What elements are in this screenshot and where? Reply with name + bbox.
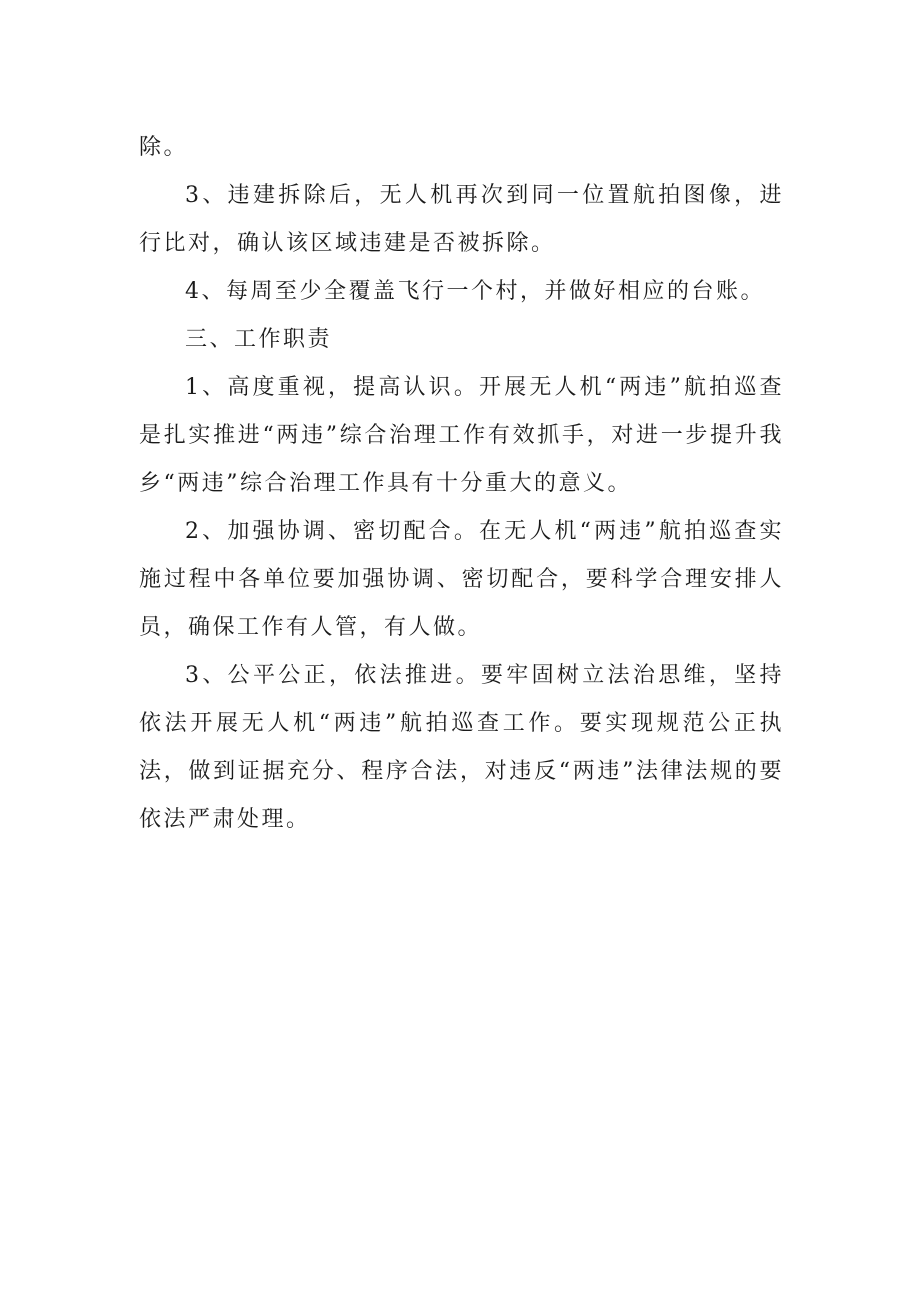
paragraph-item-3-comparison: 3、违建拆除后，无人机再次到同一位置航拍图像，进行比对，确认该区域违建是否被拆除。 — [139, 183, 784, 256]
section-heading-responsibilities: 三、工作职责 — [185, 327, 333, 352]
document-body — [139, 124, 784, 844]
paragraph-responsibility-3: 3、公平公正，依法推进。要牢固树立法治思维，坚持依法开展无人机“两违”航拍巡查工作。要实现规范公正执法，做到证据充分、程序合法，对违反“两违”法律法规的要依法严肃处理。 — [139, 663, 784, 832]
paragraph-continuation: 除。 — [139, 135, 189, 160]
paragraph-item-4-weekly-flight: 4、每周至少全覆盖飞行一个村，并做好相应的台账。 — [185, 279, 765, 304]
paragraph-responsibility-1: 1、高度重视，提高认识。开展无人机“两违”航拍巡查是扎实推进“两违”综合治理工作有效抓手，对进一步提升我乡“两违”综合治理工作具有十分重大的意义。 — [139, 375, 784, 496]
paragraph-responsibility-2: 2、加强协调、密切配合。在无人机“两违”航拍巡查实施过程中各单位要加强协调、密切配合，要科学合理安排人员，确保工作有人管，有人做。 — [139, 519, 784, 640]
